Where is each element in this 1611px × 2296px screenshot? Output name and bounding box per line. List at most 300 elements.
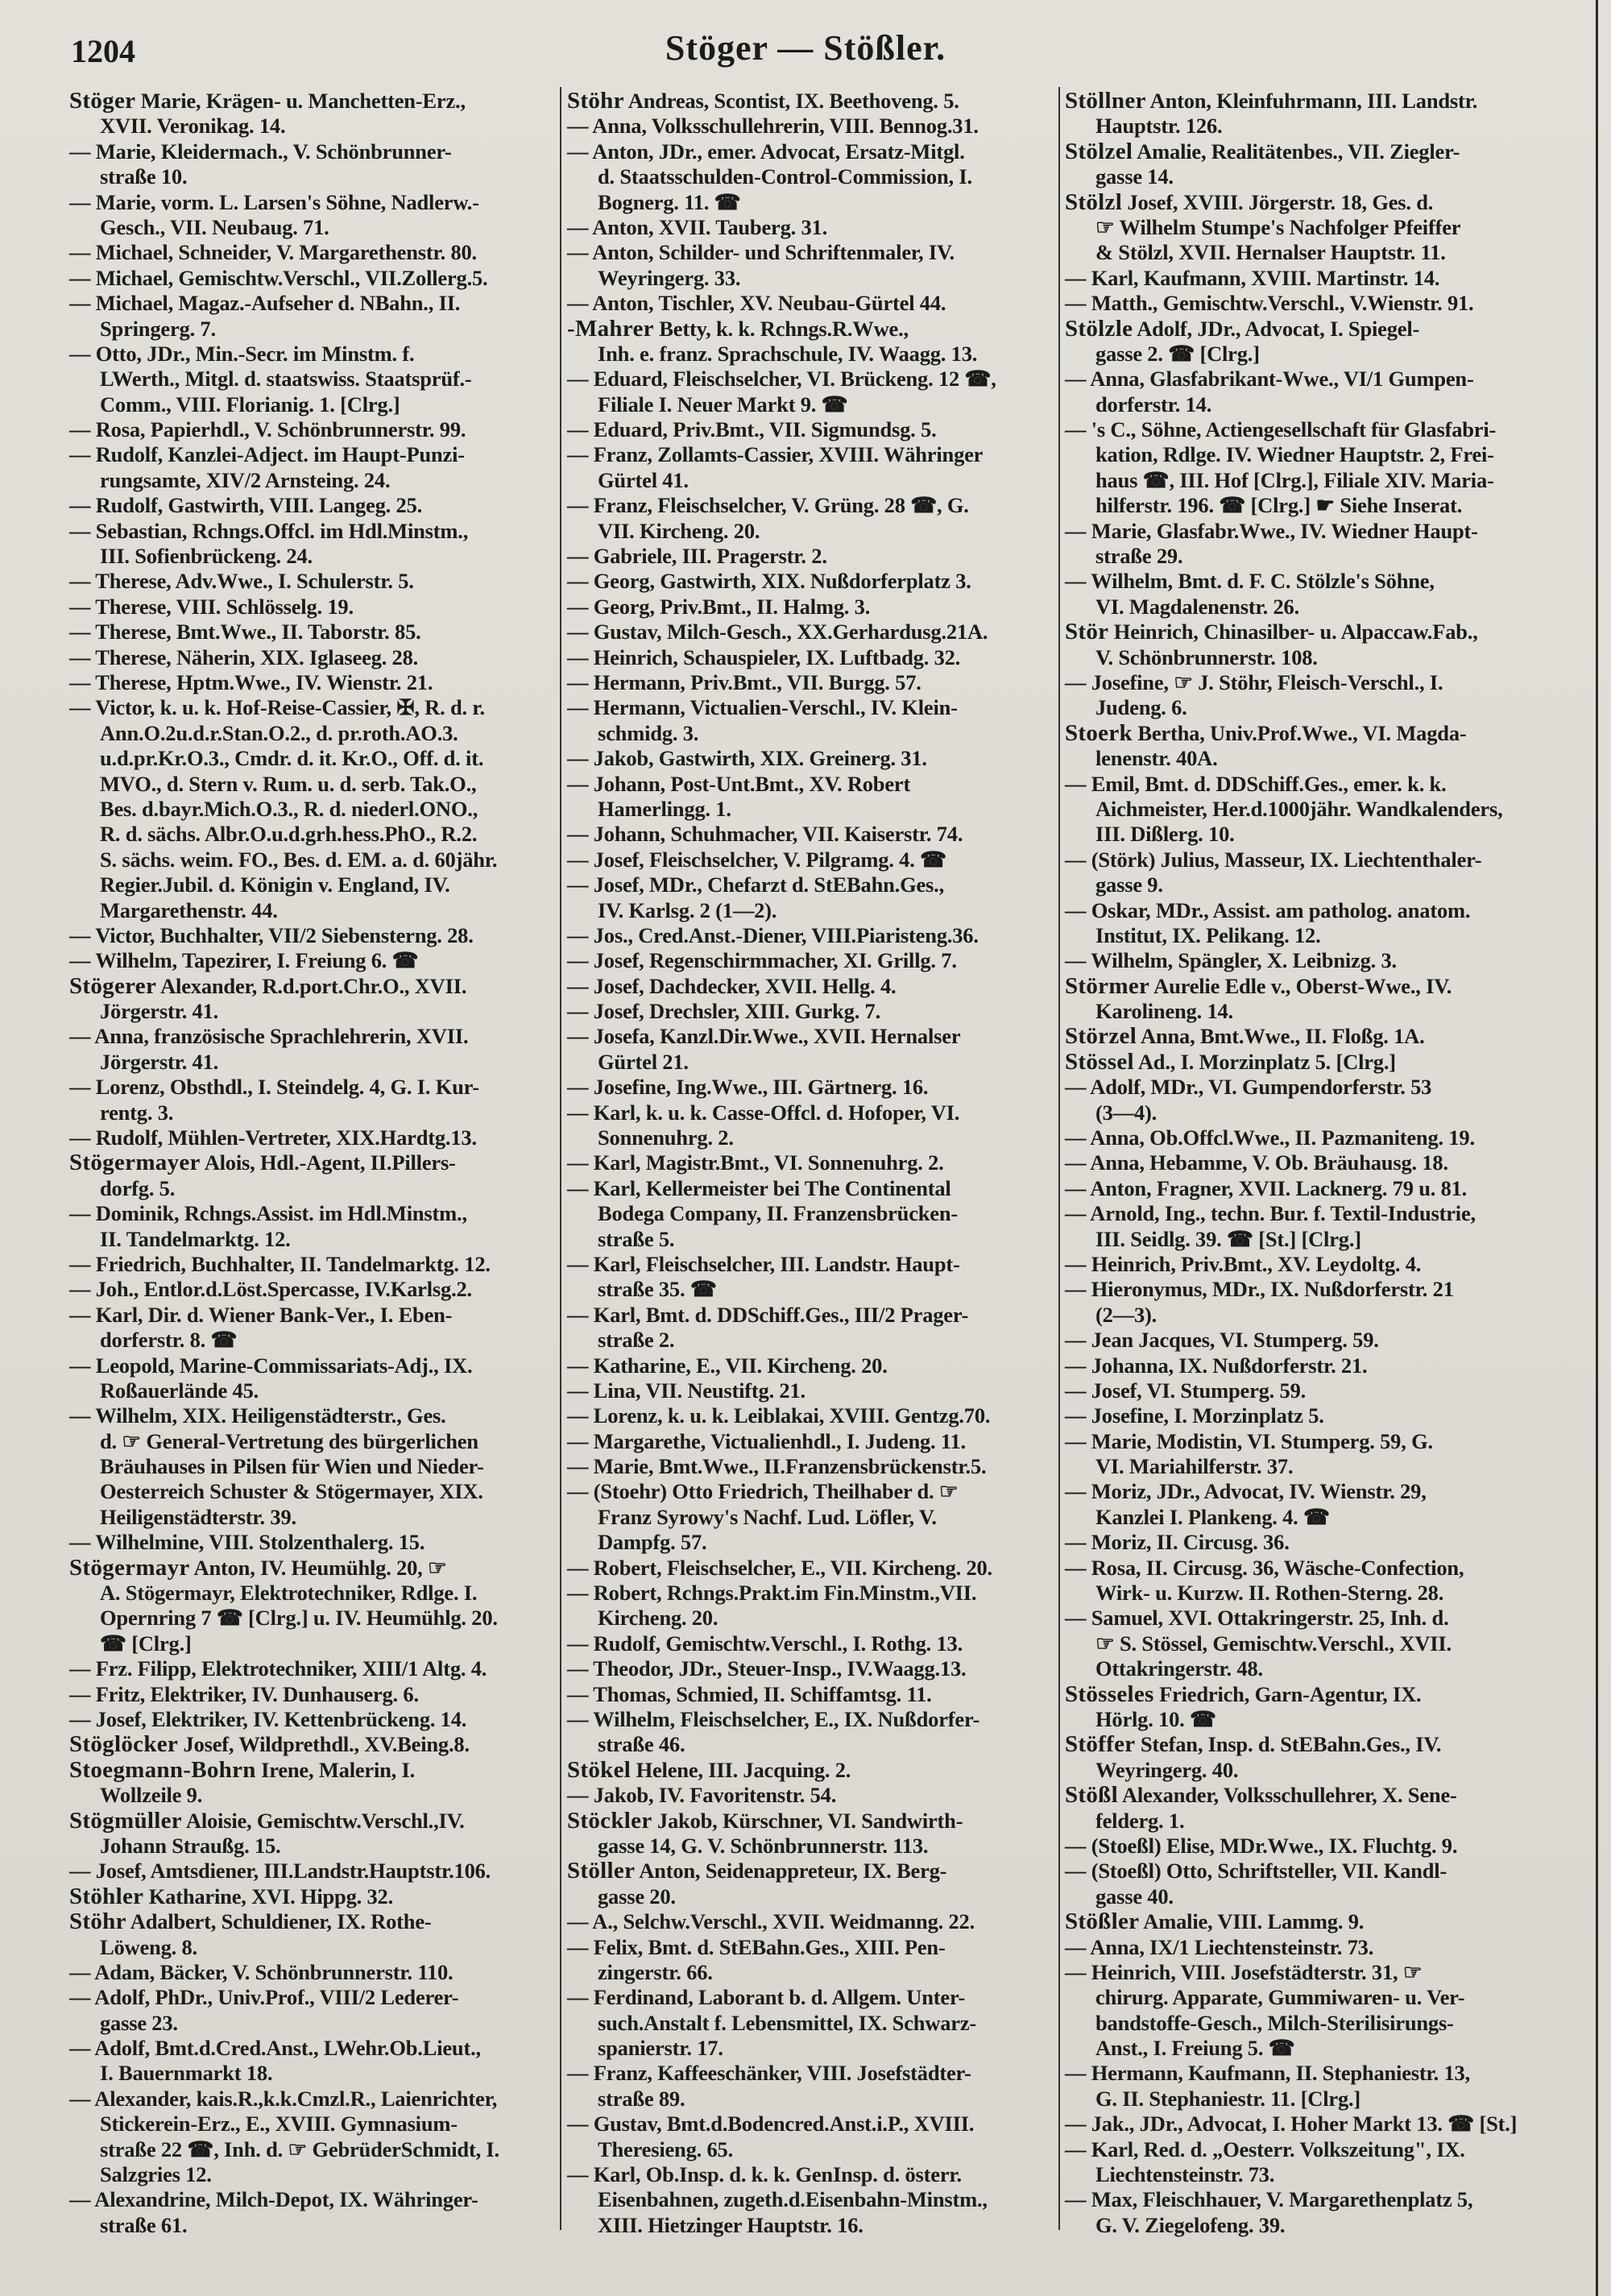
directory-line: Ann.O.2u.d.r.Stan.O.2., d. pr.roth.AO.3. <box>100 720 458 745</box>
surname: Stößler <box>1065 1908 1140 1935</box>
directory-line: — Theodor, JDr., Steuer-Insp., IV.Waagg.13. <box>567 1656 967 1681</box>
directory-line: — Jean Jacques, VI. Stumperg. 59. <box>1065 1328 1379 1353</box>
column-3 <box>1065 89 1556 2238</box>
directory-line: — Leopold, Marine-Commissariats-Adj., IX. <box>69 1353 473 1378</box>
surname: Stölzl <box>1065 189 1123 215</box>
directory-line: — A., Selchw.Verschl., XVII. Weidmanng. 22. <box>567 1909 975 1934</box>
directory-line: — Gustav, Bmt.d.Bodencred.Anst.i.P., XVIII. <box>567 2112 975 2136</box>
directory-line: — Johanna, IX. Nußdorferstr. 21. <box>1065 1353 1368 1378</box>
directory-line: — Eduard, Priv.Bmt., VII. Sigmundsg. 5. <box>567 417 937 442</box>
directory-line: — Sebastian, Rchngs.Offcl. im Hdl.Minstm., <box>69 518 469 543</box>
directory-line: gasse 23. <box>100 2010 178 2035</box>
directory-line: Salzgries 12. <box>100 2162 212 2187</box>
entry-text: Amalie, VIII. Lammg. 9. <box>1139 1909 1365 1934</box>
entry-text: Betty, k. k. Rchngs.R.Wwe., <box>653 316 909 341</box>
directory-line: — Emil, Bmt. d. DDSchiff.Ges., emer. k. k. <box>1065 771 1447 796</box>
entry-text: Stefan, Insp. d. StEBahn.Ges., IV. <box>1135 1732 1442 1757</box>
surname: Stöhr <box>567 88 624 114</box>
directory-line: — Anna, Ob.Offcl.Wwe., II. Pazmaniteng. 19. <box>1065 1125 1475 1150</box>
directory-entry-heading <box>69 89 557 114</box>
directory-line: — Anna, Volksschullehrerin, VIII. Bennog.31. <box>567 114 979 139</box>
directory-entry-heading <box>1065 190 1556 215</box>
directory-line: — Therese, Bmt.Wwe., II. Taborstr. 85. <box>69 620 421 644</box>
directory-line: Margarethenstr. 44. <box>100 897 278 922</box>
directory-line: Dampfg. 57. <box>598 1530 707 1555</box>
surname: Stössel <box>1065 1048 1134 1075</box>
directory-line: — Anna, französische Sprachlehrerin, XVII. <box>69 1024 469 1049</box>
directory-line: — Josefine, Ing.Wwe., III. Gärtnerg. 16. <box>567 1075 929 1100</box>
directory-line: Anst., I. Freiung 5. ☎ <box>1095 2036 1295 2061</box>
directory-line: Kanzlei I. Plankeng. 4. ☎ <box>1095 1504 1330 1529</box>
directory-line: Jörgerstr. 41. <box>100 999 219 1024</box>
directory-line: — (Störk) Julius, Masseur, IX. Liechtenthaler- <box>1065 847 1482 872</box>
surname: Stöffer <box>1065 1731 1136 1758</box>
directory-line: Bräuhauses in Pilsen für Wien und Nieder- <box>100 1454 484 1479</box>
entry-text: Anna, Bmt.Wwe., II. Floßg. 1A. <box>1137 1024 1425 1049</box>
directory-line: rentg. 3. <box>100 1100 174 1125</box>
directory-line: — Alexandrine, Milch-Depot, IX. Währinger- <box>69 2187 478 2212</box>
entry-text: Josef, XVIII. Jörgerstr. 18, Ges. d. <box>1122 189 1434 214</box>
directory-line: zingerstr. 66. <box>598 1959 713 1984</box>
directory-line: haus ☎, III. Hof [Clrg.], Filiale XIV. Maria- <box>1095 467 1494 492</box>
directory-line: — Rudolf, Gemischtw.Verschl., I. Rothg. 13. <box>567 1631 963 1656</box>
directory-line: — Rosa, Papierhdl., V. Schönbrunnerstr. 99. <box>69 417 466 442</box>
directory-line: — Therese, VIII. Schlösselg. 19. <box>69 594 354 619</box>
directory-line: — Heinrich, Schauspieler, IX. Luftbadg. 32. <box>567 644 961 669</box>
directory-line: — Ferdinand, Laborant b. d. Allgem. Unter- <box>567 1985 966 2010</box>
entry-text: Anton, IV. Heumühlg. 20, ☞ <box>189 1555 447 1580</box>
directory-line: Heiligenstädterstr. 39. <box>100 1504 296 1529</box>
directory-entry-heading <box>69 1732 557 1757</box>
directory-line: — Michael, Magaz.-Aufseher d. NBahn., II. <box>69 291 461 316</box>
directory-entry-heading <box>1065 139 1556 164</box>
directory-line: Liechtensteinstr. 73. <box>1095 2162 1275 2187</box>
directory-line: Filiale I. Neuer Markt 9. ☎ <box>598 392 848 417</box>
directory-line: gasse 14. <box>1095 164 1174 189</box>
directory-line: Weyringerg. 40. <box>1095 1757 1239 1782</box>
directory-entry-heading <box>69 1150 557 1175</box>
directory-entry-heading <box>1065 317 1556 342</box>
directory-line: — Jakob, Gastwirth, XIX. Greinerg. 31. <box>567 746 927 771</box>
directory-line: — Victor, k. u. k. Hof-Reise-Cassier, ✠, R. d. r. <box>69 695 485 720</box>
directory-line: Jörgerstr. 41. <box>100 1049 219 1074</box>
directory-line: dorferstr. 14. <box>1095 392 1212 417</box>
entry-text: Heinrich, Chinasilber- u. Alpaccaw.Fab., <box>1108 620 1478 644</box>
directory-line: straße 29. <box>1095 544 1183 569</box>
directory-line: — Samuel, XVI. Ottakringerstr. 25, Inh. d. <box>1065 1606 1449 1631</box>
directory-line: G. V. Ziegelofeng. 39. <box>1095 2212 1286 2237</box>
directory-line: — Josef, Drechsler, XIII. Gurkg. 7. <box>567 999 881 1024</box>
directory-entry-heading <box>567 1758 1055 1783</box>
directory-line: — Frz. Filipp, Elektrotechniker, XIII/1 Altg. 4. <box>69 1656 487 1681</box>
directory-line: II. Tandelmarktg. 12. <box>100 1226 291 1251</box>
directory-line: — Anna, Glasfabrikant-Wwe., VI/1 Gumpen- <box>1065 367 1474 392</box>
directory-line: — Adam, Bäcker, V. Schönbrunnerstr. 110. <box>69 1959 453 1984</box>
directory-line: gasse 9. <box>1095 872 1163 897</box>
directory-line: Karolineng. 14. <box>1095 999 1233 1024</box>
directory-line: — Anton, Schilder- und Schriftenmaler, IV. <box>567 240 955 265</box>
entry-text: Ad., I. Morzinplatz 5. [Clrg.] <box>1133 1049 1396 1074</box>
directory-line: — Wilhelm, Bmt. d. F. C. Stölzle's Söhne, <box>1065 569 1435 594</box>
directory-line: Franz Syrowy's Nachf. Lud. Löfler, V. <box>598 1504 937 1529</box>
directory-line: — Dominik, Rchngs.Assist. im Hdl.Minstm., <box>69 1201 467 1226</box>
directory-line: — Marie, Glasfabr.Wwe., IV. Wiedner Haupt- <box>1065 518 1478 543</box>
directory-line: straße 22 ☎, Inh. d. ☞ GebrüderSchmidt, I. <box>100 2136 499 2161</box>
directory-line: — Arnold, Ing., techn. Bur. f. Textil-Industrie, <box>1065 1201 1476 1226</box>
directory-line: such.Anstalt f. Lebensmittel, IX. Schwarz- <box>598 2010 977 2035</box>
directory-line: Gürtel 21. <box>598 1049 689 1074</box>
surname: Stölzle <box>1065 315 1133 342</box>
directory-line: — Matth., Gemischtw.Verschl., V.Wienstr. 91. <box>1065 291 1474 316</box>
directory-line: gasse 2. ☎ [Clrg.] <box>1095 341 1260 366</box>
directory-line: — Karl, Kaufmann, XVIII. Martinstr. 14. <box>1065 265 1440 290</box>
directory-line: — Therese, Hptm.Wwe., IV. Wienstr. 21. <box>69 669 433 694</box>
directory-line: — Adolf, Bmt.d.Cred.Anst., LWehr.Ob.Lieut., <box>69 2036 481 2061</box>
directory-line: Bes. d.bayr.Mich.O.3., R. d. niederl.ONO., <box>100 796 478 821</box>
directory-line: — Felix, Bmt. d. StEBahn.Ges., XIII. Pen- <box>567 1934 946 1959</box>
directory-line: — Eduard, Fleischselcher, VI. Brückeng. 12 ☎, <box>567 367 996 392</box>
directory-line: — (Stoeßl) Elise, MDr.Wwe., IX. Fluchtg. 9. <box>1065 1833 1458 1858</box>
directory-line: — Josef, VI. Stumperg. 59. <box>1065 1378 1307 1403</box>
entry-text: Friedrich, Garn-Agentur, IX. <box>1153 1681 1422 1706</box>
directory-line: gasse 40. <box>1095 1884 1174 1908</box>
directory-line: — Hermann, Victualien-Verschl., IV. Klein- <box>567 695 958 720</box>
directory-entry-heading <box>1065 721 1556 746</box>
surname: Stoerk <box>1065 719 1133 746</box>
directory-line: ☞ S. Stössel, Gemischtw.Verschl., XVII. <box>1095 1631 1452 1656</box>
directory-line: Wirk- u. Kurzw. II. Rothen-Sterng. 28. <box>1095 1581 1444 1606</box>
directory-line: G. II. Stephaniestr. 11. [Clrg.] <box>1095 2086 1361 2111</box>
entry-text: Bertha, Univ.Prof.Wwe., VI. Magda- <box>1132 720 1467 745</box>
directory-line: — Franz, Zollamts-Cassier, XVIII. Währinger <box>567 442 984 467</box>
directory-line: rungsamte, XIV/2 Arnsteing. 24. <box>100 467 391 492</box>
page-edge <box>1596 0 1598 2296</box>
directory-entry-heading <box>1065 89 1556 114</box>
directory-entry-heading <box>69 1758 557 1783</box>
surname: Stöglöcker <box>69 1731 179 1758</box>
surname: Stökel <box>567 1756 632 1783</box>
directory-line: Judeng. 6. <box>1095 695 1187 720</box>
directory-line: LWerth., Mitgl. d. staatswiss. Staatsprüf.- <box>100 367 472 392</box>
directory-line: — Marie, Modistin, VI. Stumperg. 59, G. <box>1065 1428 1433 1453</box>
directory-line: gasse 14, G. V. Schönbrunnerstr. 113. <box>598 1833 929 1858</box>
directory-line: — Adolf, PhDr., Univ.Prof., VIII/2 Lederer- <box>69 1985 459 2010</box>
surname: Stögermayr <box>69 1554 190 1581</box>
directory-entry-heading <box>567 1859 1055 1884</box>
entry-text: Katharine, XVI. Hippg. 32. <box>143 1884 394 1908</box>
surname: Stögmüller <box>69 1807 182 1834</box>
directory-line: Kircheng. 20. <box>598 1606 719 1631</box>
directory-line: kation, Rdlge. IV. Wiedner Hauptstr. 2, Frei- <box>1095 442 1494 467</box>
directory-line: — Rudolf, Gastwirth, VIII. Langeg. 25. <box>69 493 423 518</box>
entry-text: Marie, Krägen- u. Manchetten-Erz., <box>135 89 466 113</box>
directory-line: — Hermann, Kaufmann, II. Stephaniestr. 13, <box>1065 2061 1471 2086</box>
directory-line: — Jak., JDr., Advocat, I. Hoher Markt 13. ☎ [St.] <box>1065 2112 1518 2136</box>
directory-line: — Josefa, Kanzl.Dir.Wwe., XVII. Hernalser <box>567 1024 961 1049</box>
directory-line: IV. Karlsg. 2 (1—2). <box>598 897 777 922</box>
directory-line: Roßauerlände 45. <box>100 1378 259 1403</box>
directory-line: — Anton, JDr., emer. Advocat, Ersatz-Mitgl. <box>567 139 965 164</box>
directory-line: — Robert, Rchngs.Prakt.im Fin.Minstm.,VII. <box>567 1581 977 1606</box>
surname: Störzel <box>1065 1023 1137 1050</box>
directory-line: — Lorenz, Obsthdl., I. Steindelg. 4, G. I. Kur- <box>69 1075 479 1100</box>
directory-line: Gesch., VII. Neubaug. 71. <box>100 214 329 239</box>
directory-line: — Anton, Tischler, XV. Neubau-Gürtel 44. <box>567 291 946 316</box>
directory-line: — Johann, Schuhmacher, VII. Kaiserstr. 74. <box>567 822 963 847</box>
directory-line: straße 89. <box>598 2086 685 2111</box>
directory-line: — Marie, Bmt.Wwe., II.Franzensbrückenstr.5. <box>567 1454 987 1479</box>
directory-line: — Therese, Näherin, XIX. Iglaseeg. 28. <box>69 644 419 669</box>
entry-text: Aurelie Edle v., Oberst-Wwe., IV. <box>1149 973 1452 998</box>
directory-line: — Marie, Kleidermach., V. Schönbrunner- <box>69 139 452 164</box>
directory-line: — Karl, Fleischselcher, III. Landstr. Haupt- <box>567 1251 960 1276</box>
directory-entry-heading <box>69 1884 557 1909</box>
directory-line: d. ☞ General-Vertretung des bürgerlichen <box>100 1428 478 1453</box>
directory-line: Eisenbahnen, zugeth.d.Eisenbahn-Minstm., <box>598 2187 988 2212</box>
directory-line: Comm., VIII. Florianig. 1. [Clrg.] <box>100 392 400 417</box>
surname: Stöhler <box>69 1883 144 1909</box>
directory-line: V. Schönbrunnerstr. 108. <box>1095 644 1318 669</box>
directory-line: VII. Kircheng. 20. <box>598 518 760 543</box>
directory-line: dorferstr. 8. ☎ <box>100 1328 238 1353</box>
directory-line: — Katharine, E., VII. Kircheng. 20. <box>567 1353 888 1378</box>
column-divider <box>1058 87 1060 2230</box>
directory-entry-heading <box>1065 974 1556 999</box>
directory-line: — Johann, Post-Unt.Bmt., XV. Robert <box>567 771 911 796</box>
surname: Stör <box>1065 619 1109 645</box>
column-1 <box>69 89 557 2238</box>
directory-entry-heading <box>1065 620 1556 644</box>
directory-line: — Rudolf, Kanzlei-Adject. im Haupt-Punzi- <box>69 442 465 467</box>
directory-line: — Josef, Fleischselcher, V. Pilgramg. 4. ☎ <box>567 847 946 872</box>
directory-line: d. Staatsschulden-Control-Commission, I. <box>598 164 972 189</box>
directory-line: — Josef, Dachdecker, XVII. Hellg. 4. <box>567 973 897 998</box>
directory-line: ☞ Wilhelm Stumpe's Nachfolger Pfeiffer <box>1095 214 1461 239</box>
entry-text: Anton, Seidenappreteur, IX. Berg- <box>635 1859 947 1884</box>
directory-entry-heading <box>567 1809 1055 1834</box>
entry-text: Irene, Malerin, I. <box>255 1757 416 1782</box>
directory-line: Ottakringerstr. 48. <box>1095 1656 1263 1681</box>
directory-line: — Karl, Ob.Insp. d. k. k. GenInsp. d. österr. <box>567 2162 962 2187</box>
directory-line: VI. Magdalenenstr. 26. <box>1095 594 1300 619</box>
directory-line: — Rudolf, Mühlen-Vertreter, XIX.Hardtg.13. <box>69 1125 477 1150</box>
directory-line: — Heinrich, VIII. Josefstädterstr. 31, ☞ <box>1065 1959 1423 1984</box>
directory-line: — Gabriele, III. Pragerstr. 2. <box>567 544 827 569</box>
directory-line: — Jos., Cred.Anst.-Diener, VIII.Piaristeng.36. <box>567 922 979 947</box>
directory-entry-heading <box>69 1556 557 1581</box>
directory-line: — Karl, Dir. d. Wiener Bank-Ver., I. Eben- <box>69 1302 453 1327</box>
directory-line: — Anton, XVII. Tauberg. 31. <box>567 214 827 239</box>
directory-line: — Max, Fleischhauer, V. Margarethenplatz 5, <box>1065 2187 1473 2212</box>
surname: -Mahrer <box>567 315 654 342</box>
directory-line: (2—3). <box>1095 1302 1158 1327</box>
directory-line: gasse 20. <box>598 1884 676 1908</box>
directory-line: — Fritz, Elektriker, IV. Dunhauserg. 6. <box>69 1681 419 1706</box>
directory-entry-heading <box>69 1909 557 1934</box>
directory-line: Theresieng. 65. <box>598 2136 734 2161</box>
directory-line: Gürtel 41. <box>598 467 689 492</box>
directory-line: XVII. Veronikag. 14. <box>100 114 286 139</box>
directory-line: — Franz, Fleischselcher, V. Grüng. 28 ☎, G. <box>567 493 969 518</box>
directory-line: — Rosa, II. Circusg. 36, Wäsche-Confection, <box>1065 1555 1464 1580</box>
entry-text: Josef, Wildprethdl., XV.Being.8. <box>178 1732 470 1757</box>
surname: Störmer <box>1065 972 1150 999</box>
entry-text: Alexander, Volksschullehrer, X. Sene- <box>1117 1783 1457 1808</box>
directory-line: A. Stögermayr, Elektrotechniker, Rdlge. I. <box>100 1581 478 1606</box>
directory-entry-heading <box>1065 1732 1556 1757</box>
directory-line: straße 5. <box>598 1226 675 1251</box>
directory-line: — Karl, Red. d. „Oesterr. Volkszeitung", IX. <box>1065 2136 1465 2161</box>
surname: Stölzel <box>1065 138 1133 164</box>
surname: Stöhr <box>69 1908 126 1935</box>
directory-line: felderg. 1. <box>1095 1808 1185 1833</box>
directory-line: — Karl, Kellermeister bei The Continental <box>567 1175 951 1200</box>
directory-line: — Josef, Elektriker, IV. Kettenbrückeng. 14. <box>69 1707 467 1731</box>
directory-line: straße 10. <box>100 164 188 189</box>
page-number: 1204 <box>71 33 135 69</box>
directory-line: — Lorenz, k. u. k. Leiblakai, XVIII. Gentzg.70. <box>567 1403 991 1428</box>
directory-entry-heading <box>1065 1682 1556 1707</box>
directory-line: — Heinrich, Priv.Bmt., XV. Leydoltg. 4. <box>1065 1251 1422 1276</box>
directory-line: hilferstr. 196. ☎ [Clrg.] ☛ Siehe Inserat. <box>1095 493 1463 518</box>
directory-line: Löweng. 8. <box>100 1934 197 1959</box>
entry-text: Alois, Hdl.-Agent, II.Pillers- <box>200 1150 456 1175</box>
directory-line: — Hieronymus, MDr., IX. Nußdorferstr. 21 <box>1065 1277 1454 1302</box>
directory-line: Bognerg. 11. ☎ <box>598 189 741 214</box>
directory-line: — (Stoeßl) Otto, Schriftsteller, VII. Kandl- <box>1065 1859 1447 1884</box>
directory-line: Sonnenuhrg. 2. <box>598 1125 734 1150</box>
directory-entry-heading <box>1065 1050 1556 1075</box>
directory-entry-heading <box>567 89 1055 114</box>
directory-line: — Josef, Amtsdiener, III.Landstr.Hauptstr.106. <box>69 1859 491 1884</box>
directory-line: — Josefine, ☞ J. Stöhr, Fleisch-Verschl., I. <box>1065 669 1443 694</box>
directory-line: — Wilhelmine, VIII. Stolzenthalerg. 15. <box>69 1530 425 1555</box>
directory-line: Oesterreich Schuster & Stögermayer, XIX. <box>100 1479 483 1504</box>
directory-line: — Josef, Regenschirmmacher, XI. Grillg. 7. <box>567 948 957 973</box>
directory-line: XIII. Hietzinger Hauptstr. 16. <box>598 2212 863 2237</box>
entry-text: Andreas, Scontist, IX. Beethoveng. 5. <box>623 89 959 113</box>
column-2 <box>567 89 1055 2238</box>
directory-line: — Lina, VII. Neustiftg. 21. <box>567 1378 806 1403</box>
directory-line: Stickerein-Erz., E., XVIII. Gymnasium- <box>100 2112 458 2136</box>
directory-line: straße 2. <box>598 1328 675 1353</box>
entry-text: Amalie, Realitätenbes., VII. Ziegler- <box>1133 139 1460 164</box>
directory-line: Hörlg. 10. ☎ <box>1095 1707 1216 1731</box>
directory-line: Wollzeile 9. <box>100 1783 203 1808</box>
directory-line: schmidg. 3. <box>598 720 699 745</box>
directory-line: — (Stoehr) Otto Friedrich, Theilhaber d. ☞ <box>567 1479 959 1504</box>
directory-entry-heading <box>567 317 1055 342</box>
directory-line: — Gustav, Milch-Gesch., XX.Gerhardusg.21A. <box>567 620 988 644</box>
directory-line: — Anna, Hebamme, V. Ob. Bräuhausg. 18. <box>1065 1150 1448 1175</box>
directory-line: — Georg, Gastwirth, XIX. Nußdorferplatz 3. <box>567 569 971 594</box>
directory-line: (3—4). <box>1095 1100 1158 1125</box>
directory-line: Aichmeister, Her.d.1000jähr. Wandkalenders, <box>1095 796 1503 821</box>
directory-line: bandstoffe-Gesch., Milch-Sterilisirungs- <box>1095 2010 1454 2035</box>
directory-line: ☎ [Clrg.] <box>100 1631 192 1656</box>
directory-line: straße 35. ☎ <box>598 1277 717 1302</box>
directory-line: III. Dißlerg. 10. <box>1095 822 1235 847</box>
directory-line: Institut, IX. Pelikang. 12. <box>1095 922 1321 947</box>
directory-line: — Alexander, kais.R.,k.k.Cmzl.R., Laienrichter, <box>69 2086 498 2111</box>
directory-line: I. Bauernmarkt 18. <box>100 2061 273 2086</box>
directory-line: spanierstr. 17. <box>598 2036 723 2061</box>
directory-line: — Georg, Priv.Bmt., II. Halmg. 3. <box>567 594 871 619</box>
directory-line: — Wilhelm, XIX. Heiligenstädterstr., Ges. <box>69 1403 446 1428</box>
directory-line: Opernring 7 ☎ [Clrg.] u. IV. Heumühlg. 20. <box>100 1606 498 1631</box>
directory-line: u.d.pr.Kr.O.3., Cmdr. d. it. Kr.O., Off. d. it. <box>100 746 484 771</box>
directory-line: — Otto, JDr., Min.-Secr. im Minstm. f. <box>69 341 415 366</box>
directory-line: — Karl, Magistr.Bmt., VI. Sonnenuhrg. 2. <box>567 1150 944 1175</box>
directory-line: & Stölzl, XVII. Hernalser Hauptstr. 11. <box>1095 240 1446 265</box>
entry-text: Anton, Kleinfuhrmann, III. Landstr. <box>1145 89 1478 113</box>
directory-line: — Oskar, MDr., Assist. am patholog. anatom. <box>1065 897 1471 922</box>
directory-line: Regier.Jubil. d. Königin v. England, IV. <box>100 872 450 897</box>
column-divider <box>560 87 561 2230</box>
entry-text: Adolf, JDr., Advocat, I. Spiegel- <box>1133 316 1420 341</box>
directory-line: — Marie, vorm. L. Larsen's Söhne, Nadlerw.- <box>69 189 479 214</box>
directory-line: lenenstr. 40A. <box>1095 746 1218 771</box>
directory-line: — Michael, Gemischtw.Verschl., VII.Zollerg.5. <box>69 265 488 290</box>
directory-line: — Josefine, I. Morzinplatz 5. <box>1065 1403 1324 1428</box>
directory-line: III. Seidlg. 39. ☎ [St.] [Clrg.] <box>1095 1226 1361 1251</box>
directory-line: — Victor, Buchhalter, VII/2 Siebensterng. 28. <box>69 922 474 947</box>
directory-line: — Anna, IX/1 Liechtensteinstr. 73. <box>1065 1934 1374 1959</box>
surname: Stögerer <box>69 972 157 999</box>
surname: Stögermayer <box>69 1150 201 1176</box>
entry-text: Aloisie, Gemischtw.Verschl.,IV. <box>181 1808 465 1833</box>
directory-entry-heading <box>69 974 557 999</box>
surname: Stöckler <box>567 1807 652 1834</box>
directory-entry-heading <box>1065 1024 1556 1049</box>
directory-line: VI. Mariahilferstr. 37. <box>1095 1454 1294 1479</box>
surname: Stöllner <box>1065 88 1146 114</box>
directory-entry-heading <box>1065 1909 1556 1934</box>
directory-line: — Therese, Adv.Wwe., I. Schulerstr. 5. <box>69 569 414 594</box>
directory-line: — Robert, Fleischselcher, E., VII. Kircheng. 20. <box>567 1555 992 1580</box>
surname: Stöger <box>69 88 136 114</box>
directory-line: — Friedrich, Buchhalter, II. Tandelmarktg. 12. <box>69 1251 491 1276</box>
directory-line: Inh. e. franz. Sprachschule, IV. Waagg. 13. <box>598 341 978 366</box>
directory-line: — Wilhelm, Fleischselcher, E., IX. Nußdorfer- <box>567 1707 980 1731</box>
surname: Stößl <box>1065 1782 1118 1809</box>
directory-line: — Wilhelm, Tapezirer, I. Freiung 6. ☎ <box>69 948 419 973</box>
entry-text: Adalbert, Schuldiener, IX. Rothe- <box>126 1909 432 1934</box>
directory-line: — Adolf, MDr., VI. Gumpendorferstr. 53 <box>1065 1075 1432 1100</box>
directory-line: — Margarethe, Victualienhdl., I. Judeng. 11. <box>567 1428 966 1453</box>
directory-entry-heading <box>69 1809 557 1834</box>
directory-line: — Josef, MDr., Chefarzt d. StEBahn.Ges., <box>567 872 945 897</box>
directory-line: straße 46. <box>598 1732 685 1757</box>
directory-line: chirurg. Apparate, Gummiwaren- u. Ver- <box>1095 1985 1465 2010</box>
directory-line: — Thomas, Schmied, II. Schiffamtsg. 11. <box>567 1681 932 1706</box>
entry-text: Alexander, R.d.port.Chr.O., XVII. <box>156 973 467 998</box>
directory-line: — Joh., Entlor.d.Löst.Spercasse, IV.Karlsg.2. <box>69 1277 472 1302</box>
directory-line: Springerg. 7. <box>100 316 216 341</box>
running-title: Stöger — Stößler. <box>665 28 946 68</box>
directory-line: — Franz, Kaffeeschänker, VIII. Josefstädter- <box>567 2061 971 2086</box>
directory-line: Hamerlingg. 1. <box>598 796 731 821</box>
directory-line: dorfg. 5. <box>100 1175 176 1200</box>
directory-line: — Moriz, II. Circusg. 36. <box>1065 1530 1290 1555</box>
directory-line: straße 61. <box>100 2212 188 2237</box>
directory-line: Hauptstr. 126. <box>1095 114 1223 139</box>
directory-line: Bodega Company, II. Franzensbrücken- <box>598 1201 959 1226</box>
surname: Stöller <box>567 1858 636 1884</box>
directory-line: R. d. sächs. Albr.O.u.d.grh.hess.PhO., R.2. <box>100 822 478 847</box>
directory-line: Johann Straußg. 15. <box>100 1833 281 1858</box>
entry-text: Jakob, Kürschner, VI. Sandwirth- <box>652 1808 963 1833</box>
